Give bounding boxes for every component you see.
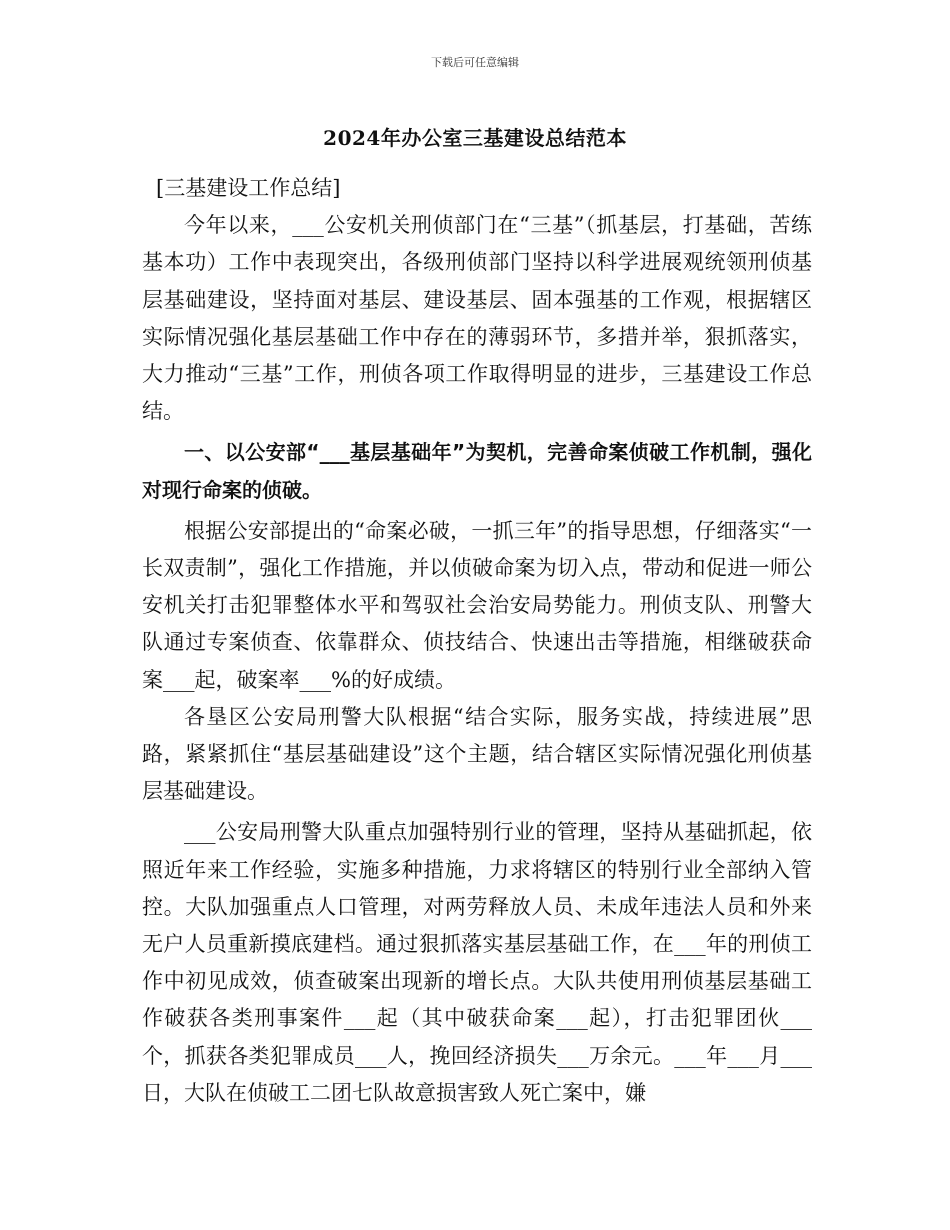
header-note: 下载后可任意编辑	[431, 56, 519, 69]
document-title: 2024年办公室三基建设总结范本	[323, 126, 627, 150]
body-paragraph-4: ___公安局刑警大队重点加强特别行业的管理，坚持从基础抓起，依照近年来工作经验，实施多种措施，力求将辖区的特别行业全部纳入管控。大队加强重点人口管理，对两劳释放人员、未成年违法人员和外来无户人员重新摸底建档。通过狠抓落实基层基础工作，在___年的刑侦工作中初见成效，侦查破案出现新的增长点。大队共使用刑侦基层基础工作破获各类刑事案件___起（其中破获命案___起），打击犯罪团伙___个，抓获各类犯罪成员___人，挽回经济损失___万余元。___年___月___日，大队在侦破工二团七队故意损害致人死亡案中，嫌	[142, 820, 812, 1105]
section-label: [三基建设工作总结]	[156, 176, 341, 200]
document-body	[142, 170, 812, 1112]
body-paragraph-3: 各垦区公安局刑警大队根据“结合实际，服务实战，持续进展”思路，紧紧抓住“基层基础建设”这个主题，结合辖区实际情况强化刑侦基层基础建设。	[142, 704, 812, 804]
body-paragraph-2: 根据公安部提出的“命案必破，一抓三年”的指导思想，仔细落实“一长双责制”，强化工作措施，并以侦破命案为切入点，带动和促进一师公安机关打击犯罪整体水平和驾驭社会治安局势能力。刑侦支队、刑警大队通过专案侦查、依靠群众、侦技结合、快速出击等措施，相继破获命案___起，破案率___%的好成绩。	[142, 518, 812, 692]
section-heading-1: 一、以公安部“___基层基础年”为契机，完善命案侦破工作机制，强化对现行命案的侦破。	[142, 440, 812, 502]
body-paragraph-intro: 今年以来，___公安机关刑侦部门在“三基”（抓基层，打基础，苦练基本功）工作中表现突出，各级刑侦部门坚持以科学进展观统领刑侦基层基础建设，坚持面对基层、建设基层、固本强基的工作观，根据辖区实际情况强化基层基础工作中存在的薄弱环节，多措并举，狠抓落实，大力推动“三基”工作，刑侦各项工作取得明显的进步，三基建设工作总结。	[142, 213, 812, 424]
